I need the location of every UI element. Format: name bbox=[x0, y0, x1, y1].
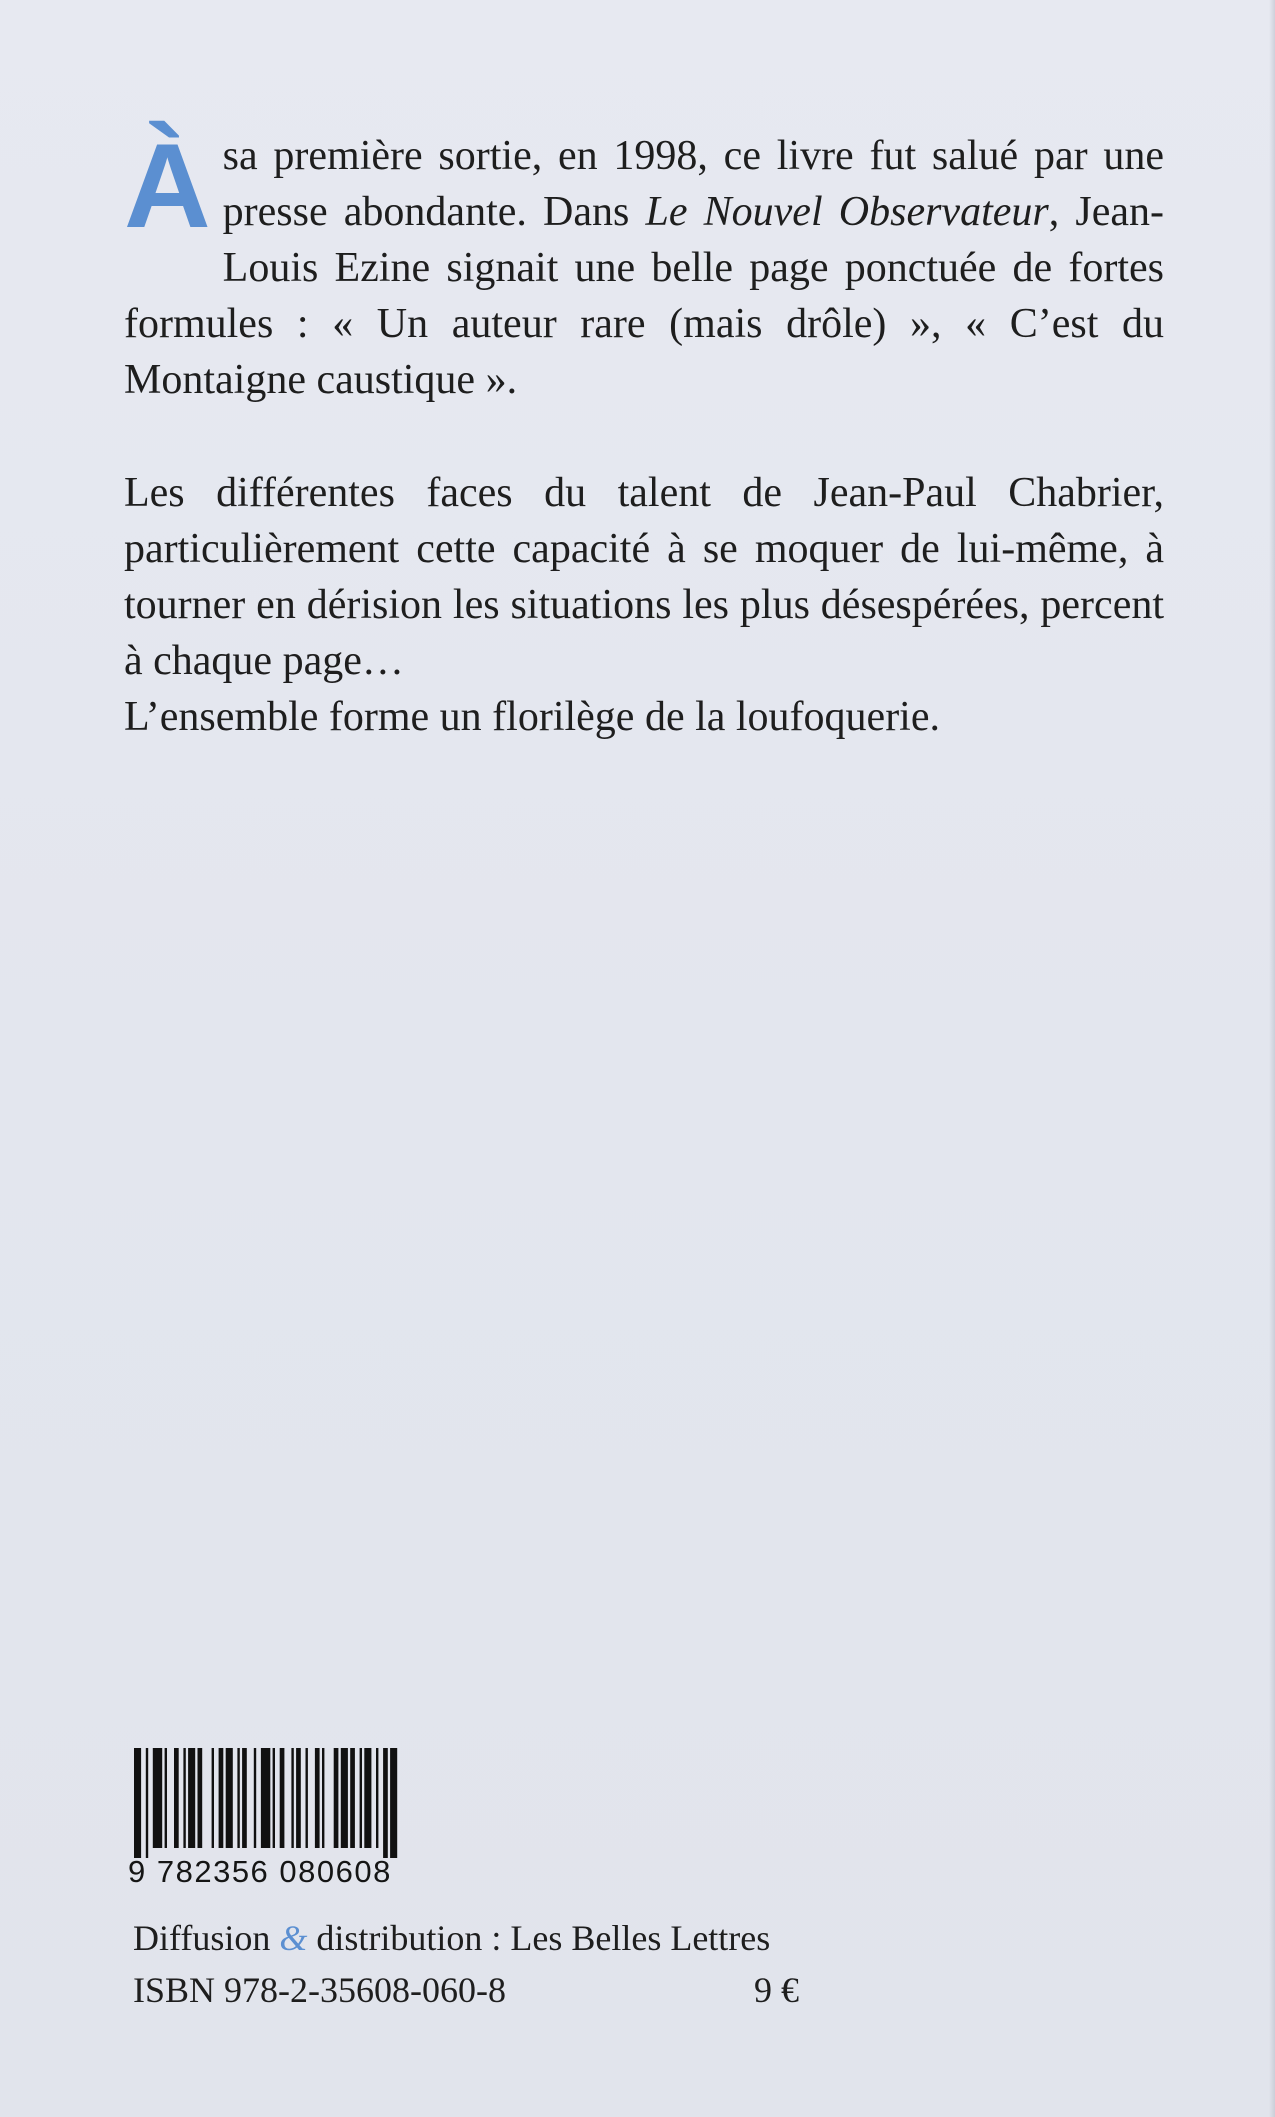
drop-cap: À bbox=[124, 119, 211, 253]
barcode-bar-20 bbox=[315, 1748, 320, 1848]
barcode-bar-0 bbox=[134, 1748, 141, 1858]
barcode-bar-15 bbox=[273, 1748, 275, 1848]
barcode-bar-25 bbox=[360, 1748, 362, 1848]
ampersand-glyph: & bbox=[279, 1918, 308, 1958]
barcode-bar-29 bbox=[390, 1748, 397, 1858]
barcode-bar-16 bbox=[280, 1748, 285, 1848]
blurb-paragraph-2: Les différentes faces du talent de Jean-Paul Chabrier, particulièrement cette capacité à se moquer de lui-même, à tourner en dérision les situations les plus désespérées, percent à chaque page… bbox=[124, 470, 1164, 684]
barcode-bar-5 bbox=[183, 1748, 185, 1848]
barcode-bar-10 bbox=[226, 1748, 233, 1848]
barcode-bar-2 bbox=[153, 1748, 162, 1848]
isbn-barcode bbox=[128, 1748, 448, 1893]
barcode-bar-17 bbox=[291, 1748, 293, 1848]
barcode-bar-19 bbox=[306, 1748, 308, 1848]
barcode-bar-26 bbox=[364, 1748, 371, 1848]
paragraph-spacer bbox=[124, 408, 1164, 465]
diffusion-label: Diffusion bbox=[133, 1918, 271, 1958]
barcode-bar-7 bbox=[198, 1748, 203, 1848]
barcode-bar-6 bbox=[188, 1748, 195, 1848]
barcode-bar-14 bbox=[261, 1748, 270, 1848]
barcode-bar-18 bbox=[296, 1748, 301, 1848]
barcode-bar-27 bbox=[376, 1748, 378, 1848]
blurb-paragraph-1 bbox=[124, 119, 1164, 408]
cover-edge-shadow bbox=[1269, 0, 1275, 2117]
isbn-number: ISBN 978-2-35608-060-8 bbox=[133, 1970, 506, 2010]
barcode-bar-24 bbox=[350, 1748, 355, 1848]
barcode-bar-4 bbox=[174, 1748, 179, 1848]
distribution-label: distribution : Les Belles Lettres bbox=[316, 1918, 771, 1958]
barcode-bar-12 bbox=[242, 1748, 247, 1848]
blurb-p1-end: , Jean-Louis Ezine signait une belle page ponctuée de fortes formules : « Un auteur rare (mais drôle) », « C’est du Montaigne caustique ». bbox=[124, 189, 1164, 403]
barcode-bar-13 bbox=[254, 1748, 256, 1848]
barcode-bar-1 bbox=[146, 1748, 148, 1858]
distribution-line bbox=[133, 1916, 770, 1960]
barcode-bars bbox=[128, 1748, 448, 1858]
barcode-bar-28 bbox=[383, 1748, 388, 1858]
blurb-text bbox=[124, 119, 1164, 745]
barcode-bar-21 bbox=[322, 1748, 324, 1848]
barcode-bar-8 bbox=[212, 1748, 214, 1848]
price-label: 9 € bbox=[754, 1970, 799, 2010]
blurb-p1-start: sa première sortie, en 1998, ce livre fut salué par une presse abondante. Dans bbox=[222, 133, 1164, 235]
barcode-bar-3 bbox=[165, 1748, 167, 1848]
magazine-title: Le Nouvel Observateur bbox=[645, 189, 1049, 235]
blurb-paragraph-3: L’ensemble forme un florilège de la loufoquerie. bbox=[124, 694, 940, 740]
barcode-bar-9 bbox=[219, 1748, 224, 1848]
barcode-bar-22 bbox=[334, 1748, 339, 1848]
barcode-bar-11 bbox=[237, 1748, 239, 1848]
barcode-digits: 9 782356 080608 bbox=[128, 1854, 392, 1889]
barcode-bar-23 bbox=[341, 1748, 348, 1848]
